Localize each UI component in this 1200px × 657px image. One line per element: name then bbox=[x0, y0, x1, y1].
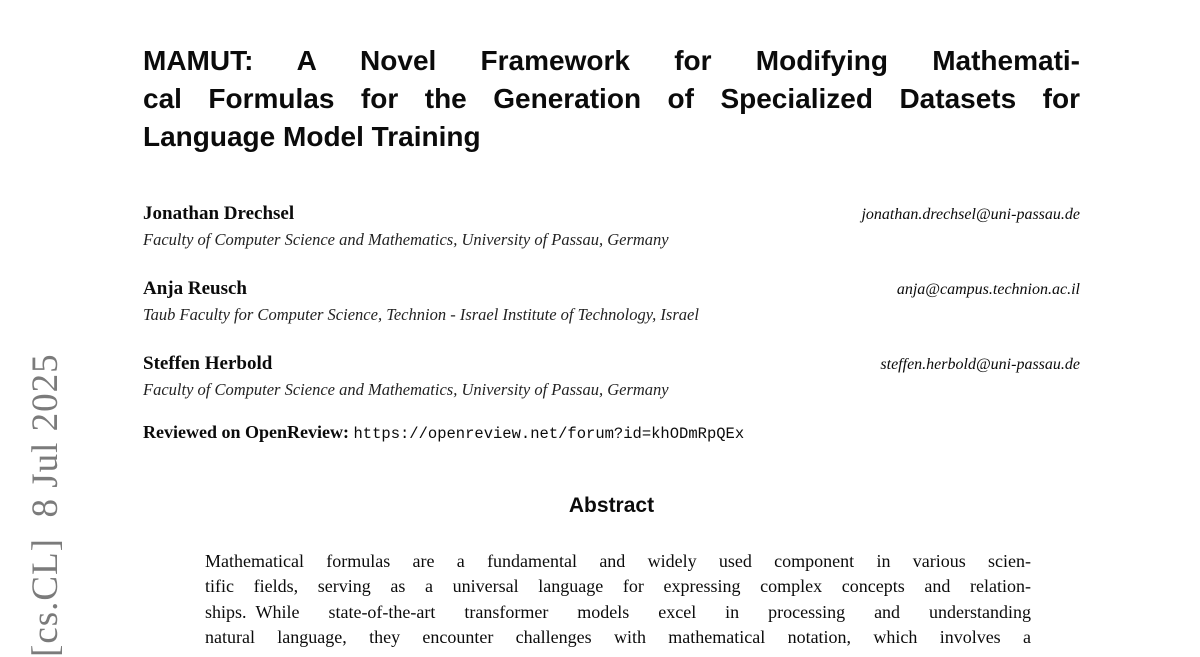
author-name: Jonathan Drechsel bbox=[143, 203, 295, 224]
abstract-heading: Abstract bbox=[568, 494, 655, 517]
abstract-line-4: natural language, they encounter challenges with mathematical notation, which involves a bbox=[205, 626, 1031, 647]
author-name: Steffen Herbold bbox=[143, 353, 273, 374]
abstract-paragraph bbox=[205, 549, 1031, 650]
paper-title-line-2: cal Formulas for the Generation of Specialized Datasets for bbox=[143, 83, 1080, 114]
author-row bbox=[143, 352, 1080, 375]
author-email: steffen.herbold@uni-passau.de bbox=[880, 356, 1080, 373]
paper-title-line-3: Language Model Training bbox=[143, 121, 481, 152]
abstract-line-2: tific fields, serving as a universal language for expressing complex concepts and relation- bbox=[205, 576, 1031, 597]
author-block bbox=[143, 202, 1080, 250]
paper-title bbox=[143, 42, 1080, 156]
author-block bbox=[143, 277, 1080, 325]
author-row bbox=[143, 277, 1080, 300]
author-affiliation: Faculty of Computer Science and Mathematics, University of Passau, Germany bbox=[143, 230, 669, 249]
arxiv-watermark: [cs.CL] 8 Jul 2025 bbox=[25, 353, 66, 657]
author-block bbox=[143, 352, 1080, 400]
author-affiliation: Faculty of Computer Science and Mathematics, University of Passau, Germany bbox=[143, 380, 669, 399]
author-email: jonathan.drechsel@uni-passau.de bbox=[861, 206, 1080, 223]
openreview-label: Reviewed on OpenReview: bbox=[143, 422, 349, 442]
openreview-line bbox=[143, 422, 1080, 443]
paper-title-line-1: MAMUT: A Novel Framework for Modifying Mathemati- bbox=[143, 45, 1080, 76]
openreview-url-link[interactable]: https://openreview.net/forum?id=khODmRpQEx bbox=[353, 425, 745, 443]
abstract-line-3: ships. While state-of-the-art transformer models excel in processing and understanding bbox=[205, 601, 1031, 622]
abstract-line-1: Mathematical formulas are a fundamental and widely used component in various scien- bbox=[205, 551, 1031, 571]
author-row bbox=[143, 202, 1080, 225]
author-name: Anja Reusch bbox=[143, 278, 247, 299]
author-affiliation: Taub Faculty for Computer Science, Technion - Israel Institute of Technology, Israel bbox=[143, 305, 699, 324]
author-email: anja@campus.technion.ac.il bbox=[896, 281, 1080, 298]
